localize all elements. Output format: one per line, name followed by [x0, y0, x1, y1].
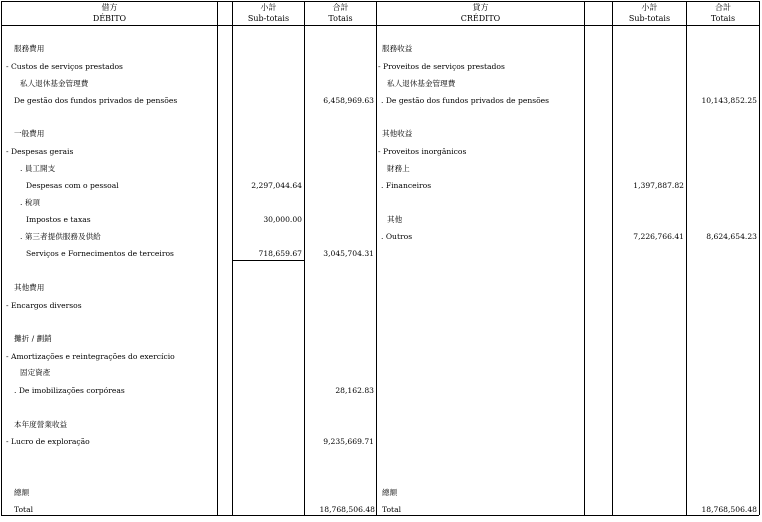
header-bottom-border — [1, 25, 759, 26]
header-debit-zh: 借方 — [101, 3, 118, 12]
column-divider — [584, 1, 585, 515]
column-divider — [376, 1, 377, 515]
debit-profit-zh: 本年度營業收益 — [14, 420, 68, 429]
column-divider — [232, 1, 233, 515]
credit-other-total: 8,624,654.23 — [706, 232, 757, 241]
table-top-border — [1, 1, 759, 2]
debit-third-zh: . 第三者提供服務及供給 — [20, 232, 101, 241]
debit-tax-pt: Impostos e taxas — [26, 215, 91, 224]
debit-tax-zh: . 稅項 — [20, 198, 41, 207]
table-bottom-border — [1, 515, 759, 516]
credit-fin-pt: . Financeiros — [381, 181, 432, 190]
credit-services-pt: - Proveitos de serviços prestados — [378, 62, 505, 71]
debit-third-sub: 718,659.67 — [258, 249, 302, 258]
credit-sum-zh: 總額 — [382, 488, 398, 497]
credit-misc-zh: 其他 — [387, 215, 403, 224]
header-credit-pt: CRÉDITO — [460, 14, 501, 23]
header-subtotal-zh: 小計 — [260, 3, 277, 12]
credit-services-zh: 服務收益 — [382, 44, 413, 53]
credit-fin-sub: 1,397,887.82 — [633, 181, 684, 190]
header-total2-zh: 合計 — [715, 3, 731, 12]
debit-tax-sub: 30,000.00 — [263, 215, 302, 224]
credit-misc-sub: 7,226,766.41 — [633, 232, 684, 241]
debit-sum-pt: Total — [14, 505, 34, 514]
credit-sum-pt: Total — [382, 505, 402, 514]
debit-fixed-total: 28,162.83 — [335, 386, 374, 395]
credit-misc-pt: . Outros — [381, 232, 413, 241]
debit-staff-pt: Despesas com o pessoal — [26, 181, 119, 190]
debit-general-total: 3,045,704.31 — [323, 249, 374, 258]
header-subtotal-pt: Sub-totais — [247, 14, 290, 23]
column-divider — [686, 1, 687, 515]
credit-pension-pt: . De gestão dos fundos privados de pensões — [381, 96, 550, 105]
debit-services-pt: - Custos de serviços prestados — [6, 62, 123, 71]
column-divider — [612, 1, 613, 515]
header-credit-zh: 貸方 — [472, 3, 489, 12]
credit-other-pt: - Proveitos inorgânicos — [378, 147, 467, 156]
header-subtotal2-zh: 小計 — [641, 3, 658, 12]
debit-general-zh: 一般費用 — [14, 129, 45, 138]
debit-other-pt: - Encargos diversos — [6, 301, 82, 310]
debit-sum-total: 18,768,506.48 — [319, 505, 375, 514]
credit-fin-zh: 財務上 — [387, 164, 410, 173]
debit-profit-pt: - Lucro de exploração — [6, 437, 90, 446]
debit-general-pt: - Despesas gerais — [6, 147, 74, 156]
debit-other-zh: 其他費用 — [14, 283, 45, 292]
debit-fixed-pt: . De imobilizações corpóreas — [14, 386, 125, 395]
debit-staff-zh: . 員工開支 — [20, 164, 56, 173]
debit-fixed-zh: 固定資產 — [20, 368, 51, 377]
credit-pension-zh: 私人退休基金管理費 — [387, 79, 456, 88]
subtotal-underline — [232, 260, 304, 261]
debit-pension-pt: De gestão dos fundos privados de pensões — [14, 96, 178, 105]
credit-other-zh: 其他收益 — [382, 129, 413, 138]
debit-services-zh: 服務費用 — [14, 44, 45, 53]
column-divider — [759, 1, 760, 515]
header-subtotal2-pt: Sub-totais — [628, 14, 671, 23]
header-total-zh: 合計 — [332, 3, 349, 12]
header-total-pt: Totais — [328, 14, 353, 23]
debit-profit-total: 9,235,669.71 — [323, 437, 374, 446]
column-divider — [1, 1, 2, 515]
debit-third-pt: Serviços e Fornecimentos de terceiros — [26, 249, 174, 258]
debit-amort-zh: 攤折 / 劃銷 — [14, 334, 52, 343]
credit-sum-total: 18,768,506.48 — [701, 505, 757, 514]
debit-pension-zh: 私人退休基金管理費 — [20, 79, 89, 88]
header-debit-pt: DÉBITO — [92, 14, 127, 23]
debit-pension-total: 6,458,969.63 — [323, 96, 374, 105]
credit-pension-total: 10,143,852.25 — [701, 96, 757, 105]
debit-amort-pt: - Amortizações e reintegrações do exercício — [6, 352, 175, 361]
header-total2-pt: Totais — [710, 14, 736, 23]
column-divider — [217, 1, 218, 515]
debit-staff-sub: 2,297,044.64 — [251, 181, 302, 190]
debit-sum-zh: 總額 — [14, 488, 30, 497]
